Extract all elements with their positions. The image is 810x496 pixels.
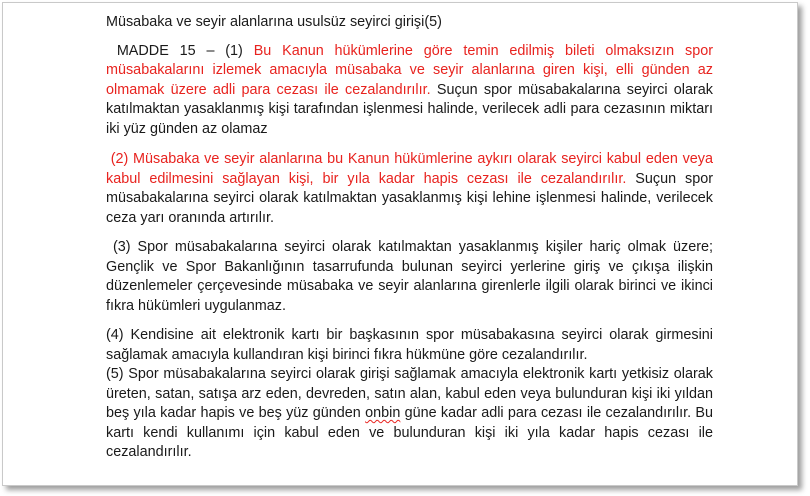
- paragraph-4: (4) Kendisine ait elektronik kartı bir başkasının spor müsabakasına seyirci olarak girmesini sağlamak amacıyla kullandıran kişi birinci fıkra hükmüne göre cezalandırılır.: [106, 327, 713, 363]
- article-number: MADDE 15 – (1): [106, 42, 254, 59]
- paragraph-text: güne kadar adli para cezası ile cezalandırılır. Bu kartı kendi kullanımı için kabul eden ve bulunduran kişi iki yıla kadar hapis cezası ile cezalandırılır.: [106, 405, 713, 460]
- paragraph-text: (5) Spor müsabakalarına seyirci olarak girişi sağlamak amacıyla elektronik kartı yetkisiz olarak üreten, satan, satışa arz eden, devreden, satın alan, kabul eden veya bulunduran kişi iki yıldan beş yıla kadar hapis ve beş yüz günden: [106, 366, 713, 421]
- paragraph-3: (3) Spor müsabakalarına seyirci olarak katılmaktan yasaklanmış kişiler hariç olmak üzere; Gençlik ve Spor Bakanlığının tasarrufunda bulunan seyirci yerlerine giriş ve çıkışa ilişkin düzenlemeler çerçevesinde müsabaka ve seyir alanlarına girenlerle ilgili olarak birinci ve ikinci fıkra hükümleri uygulanmaz.: [106, 239, 718, 314]
- paragraph-text: Suçun spor müsabakalarına seyirci olarak katılmaktan yasaklanmış kişi tarafından işlenmesi halinde, verilecek adli para cezasının miktarı iki yüz günden az olamaz: [106, 81, 713, 137]
- highlighted-text: (2) Müsabaka ve seyir alanlarına bu Kanun hükümlerine aykırı olarak seyirci kabul eden veya kabul edilmesini sağlayan kişi, bir yıla kadar hapis cezası ile cezalandırılır.: [106, 151, 713, 187]
- paragraph-2: [106, 150, 713, 228]
- paragraph-1: [106, 42, 713, 140]
- highlighted-text: Bu Kanun hükümlerine göre temin edilmiş bileti olmaksızın spor müsabakalarını izlemek amacıyla müsabaka ve seyir alanlarına giren kişi, elli günden az olmamak üzere adli para cezası ile cezalandırılır.: [106, 42, 714, 98]
- spellcheck-marked-word[interactable]: onbin: [365, 405, 401, 421]
- article-heading: Müsabaka ve seyir alanlarına usulsüz seyirci girişi(5): [106, 14, 442, 30]
- document-page: [2, 2, 798, 486]
- paragraph-5: [106, 365, 713, 463]
- paragraph-text: Suçun spor müsabakalarına seyirci olarak katılmaktan yasaklanmış kişi lehine işlenmesi halinde, verilecek ceza yarı oranında artırılır.: [106, 170, 714, 226]
- document-body: [106, 13, 718, 463]
